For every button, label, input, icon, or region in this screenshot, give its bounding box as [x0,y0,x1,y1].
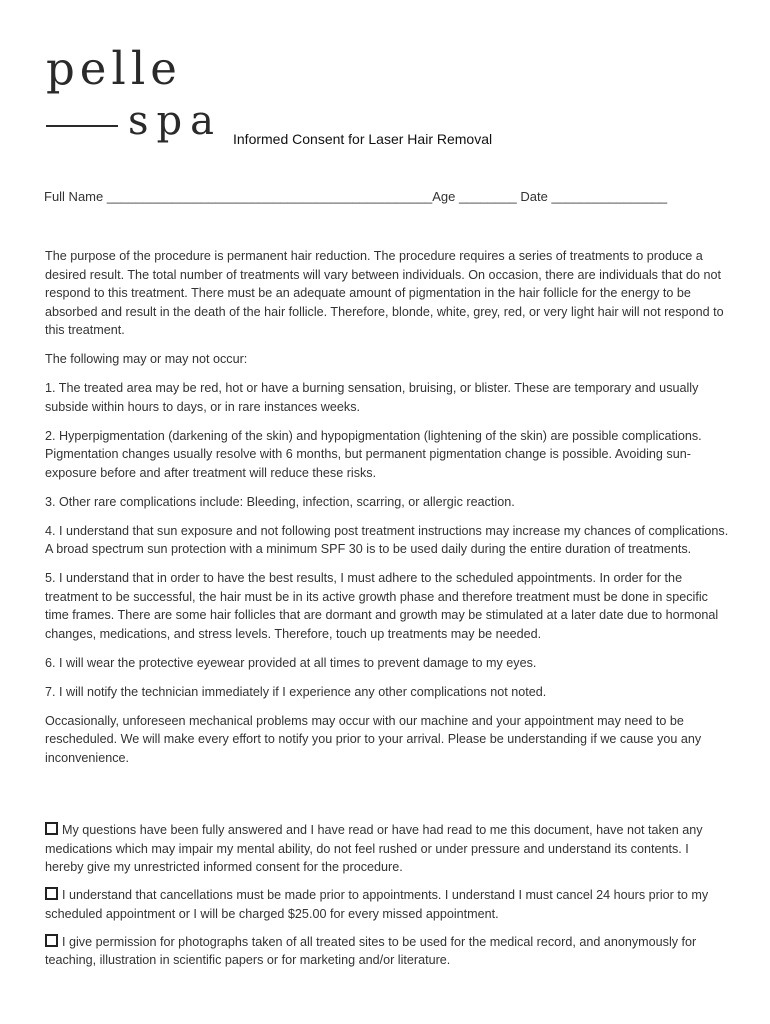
name-age-date-fields[interactable]: Full Name _____________________________________________Age ________ Date ________________ [44,189,668,204]
consent-item-1 [45,821,729,877]
consent-item-2 [45,886,729,923]
consent-item-3 [45,933,729,970]
risk-item-7: 7. I will notify the technician immediately if I experience any other complications not noted. [45,684,547,699]
spa-logo [46,42,222,144]
risk-item-3: 3. Other rare complications include: Bleeding, infection, scarring, or allergic reaction. [45,494,515,509]
form-title: Informed Consent for Laser Hair Removal [233,131,493,147]
consent-text-1: My questions have been fully answered and I have read or have had read to me this document, have not taken any medications which may impair my mental ability, do not feel rushed or under pressure and understand its contents. I hereby give my unrestricted informed consent for the procedure. [45,823,703,874]
risks-intro: The following may or may not occur: [45,352,248,366]
risk-item-5: 5. I understand that in order to have the best results, I must adhere to the scheduled appointments. In order for the treatment to be successful, the hair must be in its active growth phase and therefore treatment must be done in specific time frames. There are some hair follicles that are dormant and growth may be stimulated at a later date due to hormonal changes, medications, and stress levels. Therefore, touch up treatments may be needed. [45,571,719,641]
consent-body [45,247,729,778]
risk-item-6: 6. I will wear the protective eyewear provided at all times to prevent damage to my eyes. [45,655,537,670]
purpose-paragraph: The purpose of the procedure is permanent hair reduction. The procedure requires a series of treatments to produce a desired result. The total number of treatments will vary between individuals. On occasion, there are individuals that do not respond to this treatment. There must be an adequate amount of pigmentation in the hair follicle for the energy to be absorbed and result in the death of the hair follicle. Therefore, blonde, white, grey, red, or very light hair will not respond to this treatment. [45,249,724,337]
logo-word-pelle: pelle [46,42,182,95]
consent-text-3: I give permission for photographs taken of all treated sites to be used for the medical record, and anonymously for teaching, illustration in scientific papers or for marketing and/or literature. [45,934,697,967]
consent-text-2: I understand that cancellations must be made prior to appointments. I understand I must cancel 24 hours prior to my scheduled appointment or I will be charged $25.00 for every missed appointment. [45,888,709,921]
checkbox[interactable] [45,934,58,947]
consent-checklist [45,821,729,979]
rescheduling-note: Occasionally, unforeseen mechanical problems may occur with our machine and your appointment may need to be rescheduled. We will make every effort to notify you prior to your arrival. Please be understanding if we cause you any inconvenience. [45,713,702,765]
risk-item-4: 4. I understand that sun exposure and not following post treatment instructions may increase my chances of complications. A broad spectrum sun protection with a minimum SPF 30 is to be used daily during the entire duration of treatments. [45,523,729,556]
risk-item-2: 2. Hyperpigmentation (darkening of the skin) and hypopigmentation (lightening of the skin) are possible complications. Pigmentation changes usually resolve with 6 months, but permanent pigmentation change is possible. Avoiding sun-exposure before and after treatment will reduce these risks. [45,428,702,480]
logo-word-spa: spa [128,98,222,144]
risk-item-1: 1. The treated area may be red, hot or have a burning sensation, bruising, or blister. These are temporary and usually subside within hours to days, or in rare instances weeks. [45,381,699,414]
logo-dash [46,125,118,127]
checkbox[interactable] [45,887,58,900]
checkbox[interactable] [45,822,58,835]
logo-row-spa [46,98,222,144]
